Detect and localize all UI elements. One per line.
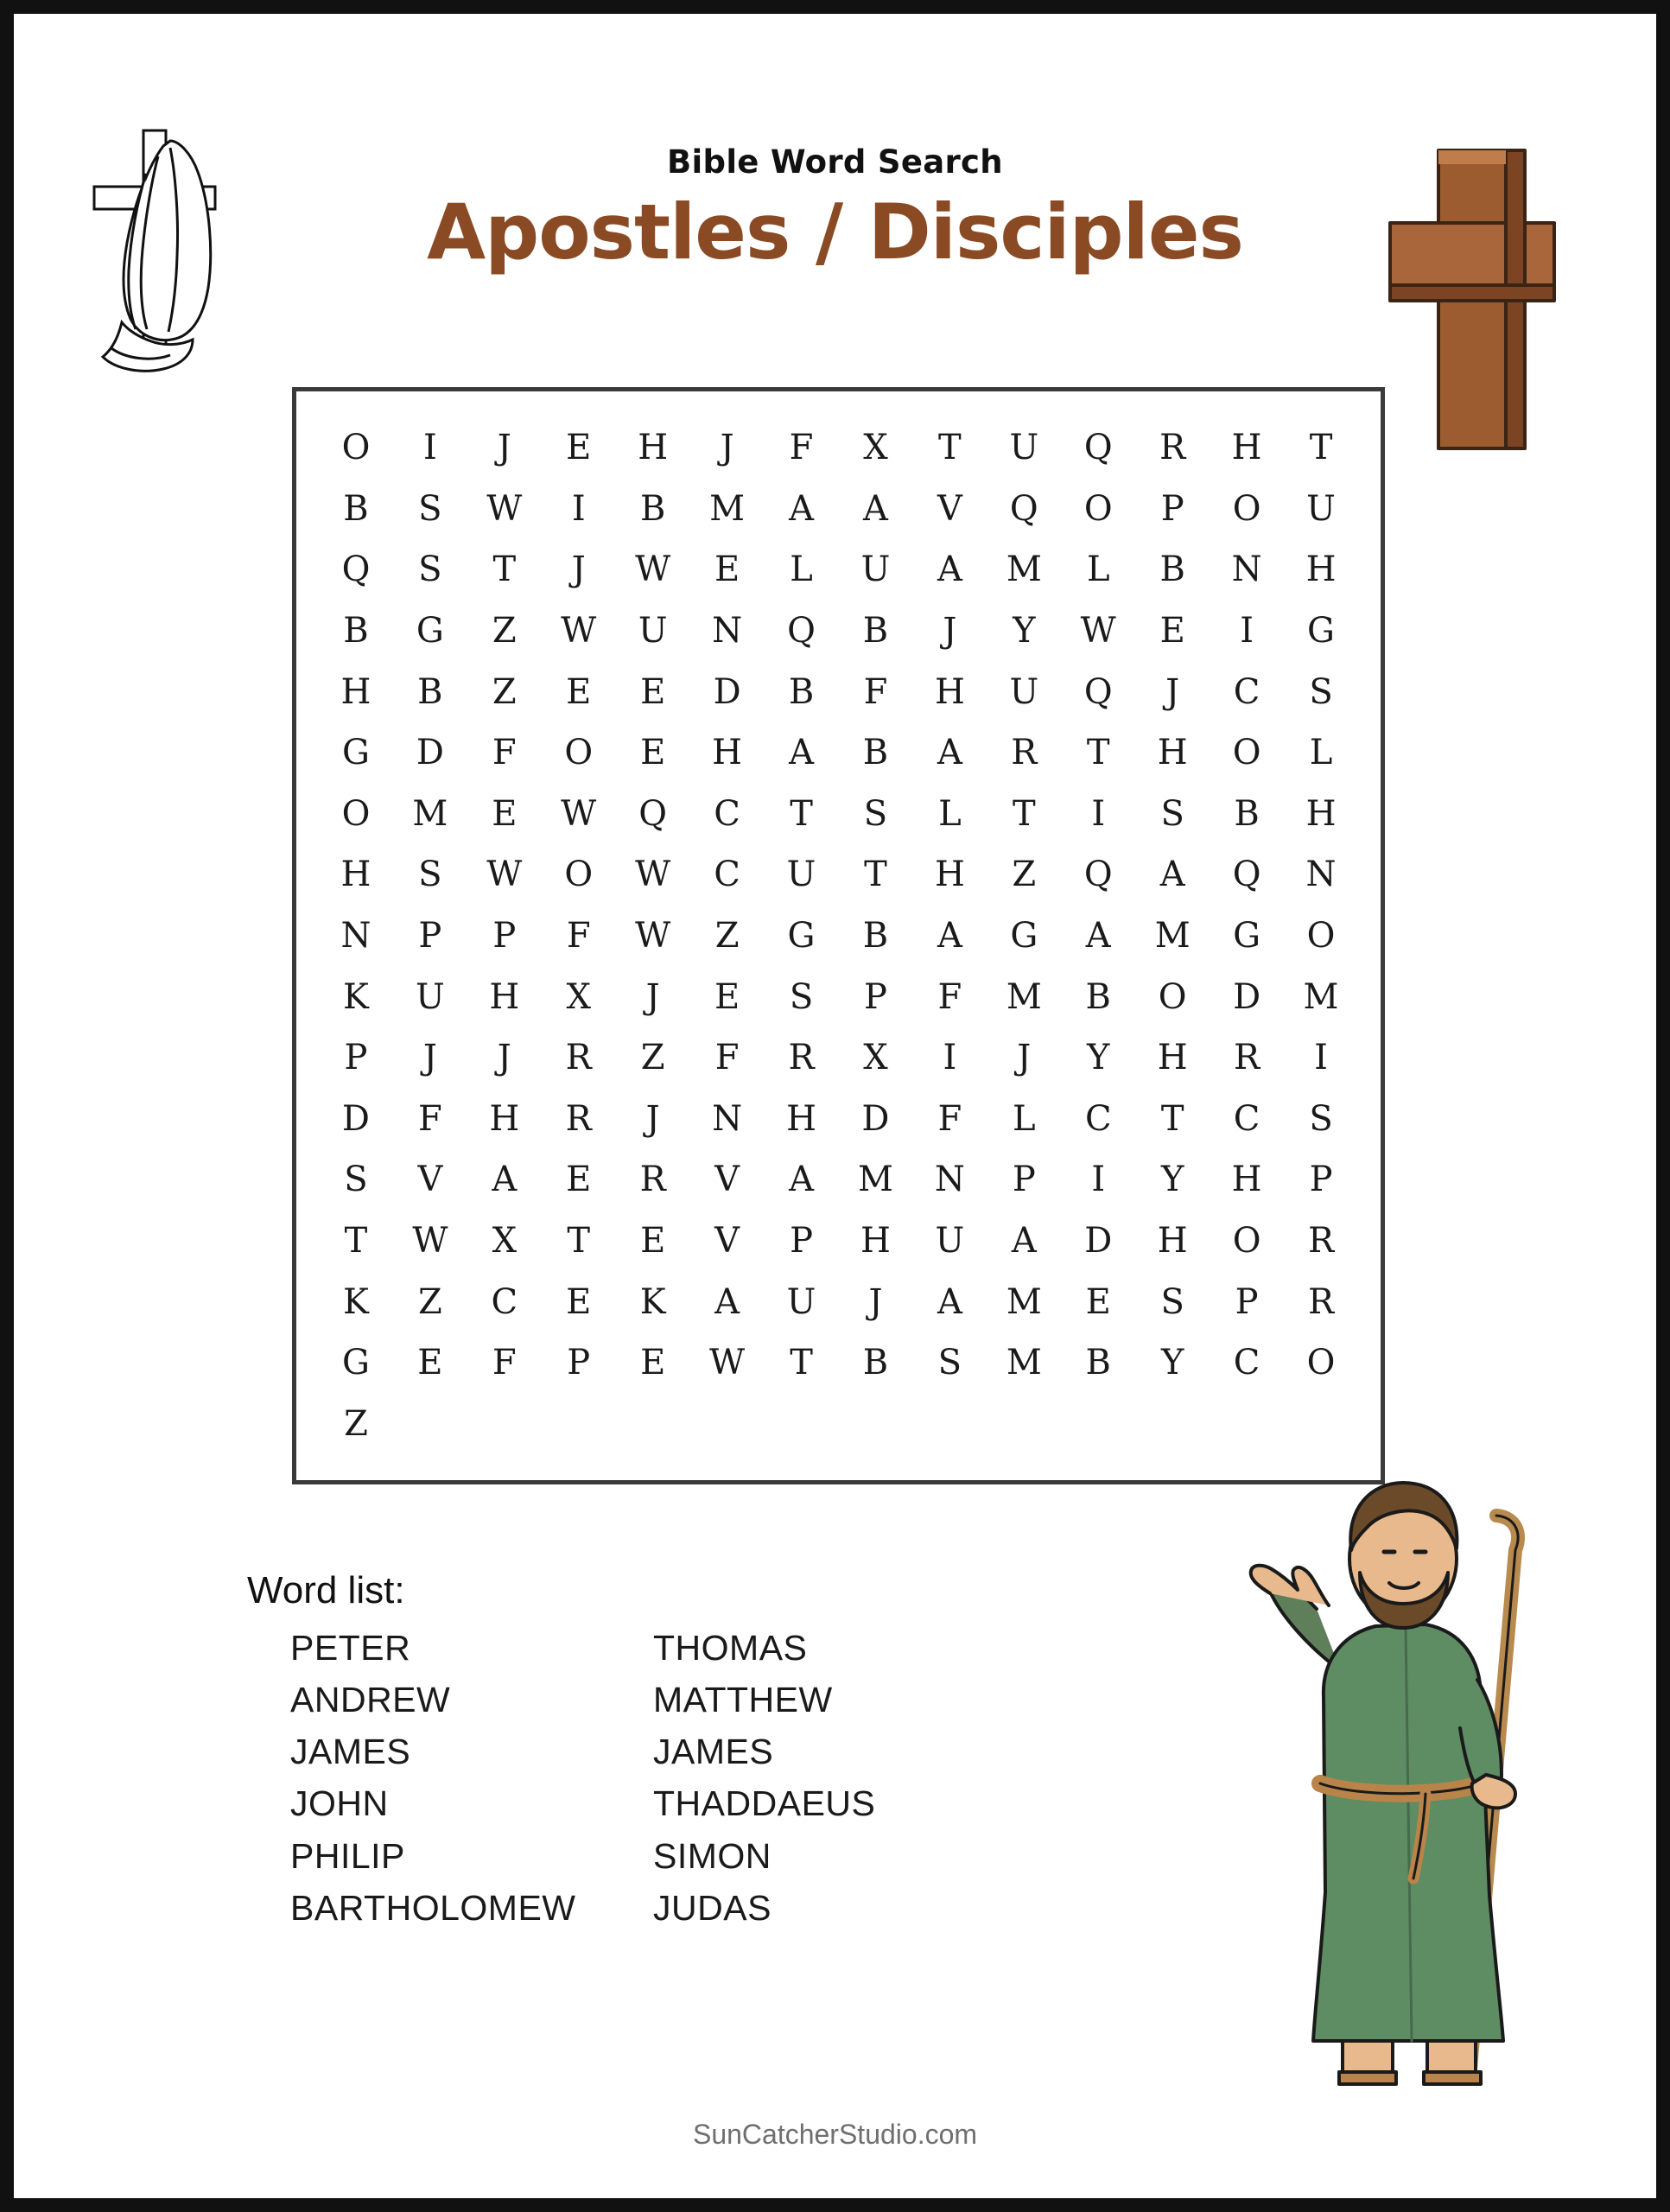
grid-letter: H [489, 976, 520, 1017]
word-item: ANDREW [290, 1680, 451, 1720]
grid-letter: E [492, 793, 518, 834]
word-item: JAMES [653, 1732, 774, 1772]
grid-letter: J [645, 1098, 660, 1139]
grid-letter: B [1234, 793, 1260, 834]
grid-letter: C [1233, 671, 1260, 712]
grid-letter: J [571, 550, 586, 590]
grid-letter: Y [1087, 1038, 1110, 1078]
grid-letter: P [567, 1343, 591, 1383]
grid-letter: X [863, 428, 888, 468]
grid-letter: N [934, 1160, 965, 1200]
grid-letter: Z [417, 1281, 442, 1322]
grid-letter: H [860, 1220, 891, 1261]
grid-letter: O [1306, 915, 1336, 956]
grid-letter: H [1157, 1220, 1188, 1261]
grid-letter: J [1165, 671, 1180, 712]
grid-letter: P [492, 915, 517, 956]
grid-letter: T [1086, 733, 1110, 773]
grid-letter: P [418, 915, 442, 956]
grid-letter: D [861, 1098, 890, 1139]
grid-letter: A [789, 733, 814, 773]
word-item: PETER [290, 1628, 411, 1668]
grid-letter: E [640, 1343, 666, 1383]
grid-letter: A [937, 733, 962, 773]
grid-letter: X [566, 976, 591, 1017]
page-title: Apostles / Disciples [427, 188, 1243, 276]
grid-letter: A [937, 1281, 962, 1322]
grid-letter: E [714, 976, 740, 1017]
footer-credit: SunCatcherStudio.com [692, 2119, 978, 2150]
grid-letter: V [417, 1160, 443, 1200]
grid-letter: F [937, 976, 962, 1017]
grid-letter: H [489, 1098, 520, 1139]
grid-letter: E [566, 1160, 592, 1200]
grid-letter: D [341, 1098, 370, 1139]
grid-letter: U [1306, 488, 1336, 529]
grid-letter: B [343, 488, 369, 529]
grid-letter: V [937, 488, 962, 529]
grid-letter: O [341, 793, 371, 834]
grid-letter: A [789, 488, 814, 529]
grid-letter: S [937, 1343, 962, 1383]
grid-letter: J [943, 611, 957, 652]
grid-letter: U [1009, 671, 1039, 712]
grid-letter: Z [492, 611, 517, 652]
grid-letter: D [416, 733, 444, 773]
grid-letter: C [714, 793, 740, 834]
word-item: THOMAS [653, 1628, 808, 1668]
grid-letter: L [1086, 550, 1110, 590]
grid-letter: M [857, 1160, 893, 1200]
grid-letter: F [492, 1343, 517, 1383]
grid-letter: B [1085, 976, 1111, 1017]
grid-letter: A [937, 550, 962, 590]
grid-letter: O [1083, 488, 1113, 529]
grid-letter: C [1084, 1098, 1112, 1139]
grid-letter: B [862, 1343, 889, 1383]
grid-letter: Q [1232, 855, 1261, 895]
grid-letter: M [1154, 915, 1191, 956]
grid-letter: T [938, 428, 962, 468]
grid-letter: F [566, 915, 591, 956]
grid-letter: N [1305, 855, 1337, 895]
grid-letter: L [790, 550, 813, 590]
grid-letter: D [1233, 976, 1261, 1017]
grid-letter: H [340, 855, 371, 895]
grid-letter: I [571, 488, 586, 529]
grid-letter: T [1012, 793, 1036, 834]
grid-letter: C [1233, 1343, 1260, 1383]
grid-letter: I [1091, 1160, 1106, 1200]
grid-letter: G [341, 733, 370, 773]
grid-letter: Q [1009, 488, 1038, 529]
grid-letter: W [1080, 611, 1116, 652]
grid-letter: W [709, 1343, 746, 1383]
word-list-heading: Word list: [247, 1569, 405, 1611]
grid-letter: B [862, 611, 889, 652]
grid-letter: A [789, 1160, 814, 1200]
grid-letter: N [712, 1098, 743, 1139]
grid-letter: Y [1160, 1343, 1184, 1383]
grid-letter: F [789, 428, 814, 468]
grid-letter: K [343, 1281, 369, 1322]
grid-letter: M [1006, 550, 1042, 590]
grid-letter: T [790, 793, 813, 834]
grid-letter: D [713, 671, 741, 712]
grid-letter: O [564, 733, 594, 773]
grid-letter: B [639, 488, 666, 529]
disciple-figure-icon [1211, 1412, 1574, 2094]
grid-letter: Q [638, 793, 668, 834]
grid-letter: J [497, 1038, 511, 1078]
grid-letter: Q [341, 550, 371, 590]
grid-letter: O [1306, 1343, 1336, 1383]
grid-letter: G [416, 611, 444, 652]
grid-letter: H [934, 671, 965, 712]
grid-letter: R [1011, 733, 1038, 773]
grid-letter: P [344, 1038, 368, 1078]
grid-letter: E [566, 428, 592, 468]
grid-letter: O [341, 428, 371, 468]
grid-letter: Y [1013, 611, 1036, 652]
grid-letter: B [417, 671, 443, 712]
grid-letter: U [416, 976, 445, 1017]
grid-letter: H [1231, 1160, 1262, 1200]
grid-letter: M [1006, 976, 1042, 1017]
grid-letter: Q [787, 611, 816, 652]
grid-letter: W [561, 611, 597, 652]
grid-letter: O [1232, 733, 1261, 773]
word-item: SIMON [653, 1835, 772, 1876]
grid-letter: Z [1012, 855, 1037, 895]
word-item: PHILIP [290, 1835, 405, 1876]
word-list-column-2 [653, 1628, 947, 1929]
word-search-grid [292, 387, 1385, 1484]
grid-letter: J [645, 976, 660, 1017]
word-list [247, 1569, 1111, 1929]
grid-letter: B [788, 671, 815, 712]
word-list-columns [247, 1628, 1111, 1929]
grid-letter: W [635, 550, 671, 590]
grid-letter: W [561, 793, 597, 834]
grid-letter: F [714, 1038, 740, 1078]
word-item: BARTHOLOMEW [290, 1887, 576, 1928]
grid-letter: J [720, 428, 734, 468]
grid-letter: P [1012, 1160, 1036, 1200]
grid-letter: Q [1083, 671, 1113, 712]
grid-letter: P [864, 976, 887, 1017]
grid-letter: R [565, 1098, 592, 1139]
grid-letter: Z [714, 915, 740, 956]
grid-letter: I [943, 1038, 957, 1078]
grid-letter: S [1309, 671, 1333, 712]
grid-letter: C [714, 855, 740, 895]
grid-letter: F [863, 671, 888, 712]
grid-letter: P [1309, 1160, 1333, 1200]
grid-letter: K [639, 1281, 666, 1322]
grid-letter: R [565, 1038, 592, 1078]
grid-letter: Z [344, 1403, 368, 1444]
page-inner [14, 14, 1656, 2198]
grid-letter: U [860, 550, 891, 590]
grid-letter: H [934, 855, 965, 895]
grid-letter: H [1305, 550, 1337, 590]
grid-letter: O [1158, 976, 1187, 1017]
grid-letter: C [1233, 1098, 1260, 1139]
grid-letter: E [640, 1220, 666, 1261]
grid-letter: E [417, 1343, 443, 1383]
grid-letter: E [566, 1281, 592, 1322]
grid-letter: V [714, 1220, 740, 1261]
word-item: JOHN [290, 1783, 389, 1824]
header [14, 143, 1656, 276]
grid-letter: H [1231, 428, 1262, 468]
page-subtitle: Bible Word Search [667, 143, 1003, 181]
grid-letter: L [938, 793, 962, 834]
grid-letter: A [937, 915, 962, 956]
grid-letter: A [492, 1160, 518, 1200]
grid-letter: R [788, 1038, 815, 1078]
word-item: MATTHEW [653, 1680, 833, 1720]
word-item: THADDAEUS [653, 1783, 876, 1824]
grid-letter: A [1085, 915, 1111, 956]
grid-letter: H [712, 733, 743, 773]
grid-letter: T [567, 1220, 591, 1261]
grid-letter: U [638, 611, 668, 652]
grid-letter: T [344, 1220, 368, 1261]
grid-letter: A [714, 1281, 740, 1322]
grid-letter: R [1159, 428, 1186, 468]
grid-letter: U [786, 1281, 816, 1322]
grid-letter: N [712, 611, 743, 652]
grid-letter: T [1160, 1098, 1184, 1139]
word-list-column-1 [290, 1628, 584, 1929]
grid-letter: W [412, 1220, 448, 1261]
grid-letter: H [340, 671, 371, 712]
grid-letter: G [1233, 915, 1261, 956]
grid-letter: O [1232, 1220, 1261, 1261]
grid-letter: A [1011, 1220, 1037, 1261]
grid-letter: T [1309, 428, 1333, 468]
grid-letter: M [412, 793, 448, 834]
grid-letter: E [566, 671, 592, 712]
grid-letter: H [1157, 733, 1188, 773]
grid-letter: R [1234, 1038, 1260, 1078]
grid-letter: S [863, 793, 888, 834]
grid-letter: J [497, 428, 511, 468]
grid-letter: E [1159, 611, 1185, 652]
grid-letter: B [1085, 1343, 1111, 1383]
grid-letter: B [862, 915, 889, 956]
grid-letter: L [1309, 733, 1333, 773]
grid-letter: W [486, 488, 523, 529]
grid-letter: V [714, 1160, 740, 1200]
grid-letter: A [1159, 855, 1185, 895]
grid-letter: B [343, 611, 369, 652]
grid-letter: I [1091, 793, 1106, 834]
grid-letter: X [863, 1038, 888, 1078]
grid-letter: E [640, 733, 666, 773]
grid-letter: H [786, 1098, 816, 1139]
grid-letter: S [344, 1160, 368, 1200]
grid-letter: N [1231, 550, 1262, 590]
grid-letter: O [1232, 488, 1261, 529]
grid-letter: W [486, 855, 523, 895]
grid-letter: R [1307, 1220, 1335, 1261]
grid-letter: U [786, 855, 816, 895]
grid-letter: S [1309, 1098, 1333, 1139]
grid-letter: I [422, 428, 437, 468]
grid-letter: G [787, 915, 816, 956]
grid-letter: B [862, 733, 889, 773]
grid-letter: B [1159, 550, 1185, 590]
grid-letter: F [937, 1098, 962, 1139]
grid-letter: R [639, 1160, 666, 1200]
grid-letter: E [1085, 1281, 1111, 1322]
grid-letter: S [418, 855, 442, 895]
grid-letter: Y [1160, 1160, 1184, 1200]
grid-letter: G [341, 1343, 370, 1383]
grid-letter: D [1084, 1220, 1113, 1261]
grid-letter: J [1017, 1038, 1032, 1078]
grid-letter: T [492, 550, 517, 590]
grid-letter: A [863, 488, 888, 529]
grid-letter: M [1006, 1281, 1042, 1322]
grid-letter: S [418, 488, 442, 529]
grid-letter: T [790, 1343, 813, 1383]
grid-letter: G [1010, 915, 1038, 956]
grid-cells [296, 391, 1381, 1480]
grid-letter: W [635, 915, 671, 956]
grid-letter: I [1240, 611, 1254, 652]
grid-letter: C [491, 1281, 518, 1322]
grid-letter: O [564, 855, 594, 895]
grid-letter: X [492, 1220, 518, 1261]
grid-letter: R [1307, 1281, 1335, 1322]
word-item: JAMES [290, 1732, 411, 1772]
grid-letter: Q [1083, 855, 1113, 895]
grid-letter: S [1160, 793, 1184, 834]
word-item: JUDAS [653, 1887, 772, 1928]
grid-letter: Z [492, 671, 517, 712]
grid-letter: S [418, 550, 442, 590]
grid-letter: S [789, 976, 814, 1017]
grid-letter: E [640, 671, 666, 712]
grid-letter: L [1013, 1098, 1036, 1139]
grid-letter: G [1307, 611, 1335, 652]
grid-letter: P [1235, 1281, 1259, 1322]
grid-letter: H [638, 428, 669, 468]
grid-letter: S [1160, 1281, 1184, 1322]
grid-letter: K [343, 976, 369, 1017]
grid-letter: H [1157, 1038, 1188, 1078]
grid-letter: F [492, 733, 517, 773]
grid-letter: M [709, 488, 746, 529]
grid-letter: W [635, 855, 671, 895]
grid-letter: T [864, 855, 887, 895]
grid-letter: U [935, 1220, 965, 1261]
grid-letter: Z [640, 1038, 665, 1078]
grid-letter: Q [1083, 428, 1113, 468]
grid-letter: H [1305, 793, 1337, 834]
grid-letter: F [418, 1098, 442, 1139]
grid-letter: N [340, 915, 371, 956]
grid-letter: P [1160, 488, 1184, 529]
grid-letter: U [1009, 428, 1039, 468]
grid-letter: J [422, 1038, 437, 1078]
grid-letter: J [868, 1281, 883, 1322]
grid-letter: I [1314, 1038, 1328, 1078]
grid-letter: M [1303, 976, 1339, 1017]
grid-letter: M [1006, 1343, 1042, 1383]
grid-letter: P [790, 1220, 813, 1261]
grid-letter: E [714, 550, 740, 590]
